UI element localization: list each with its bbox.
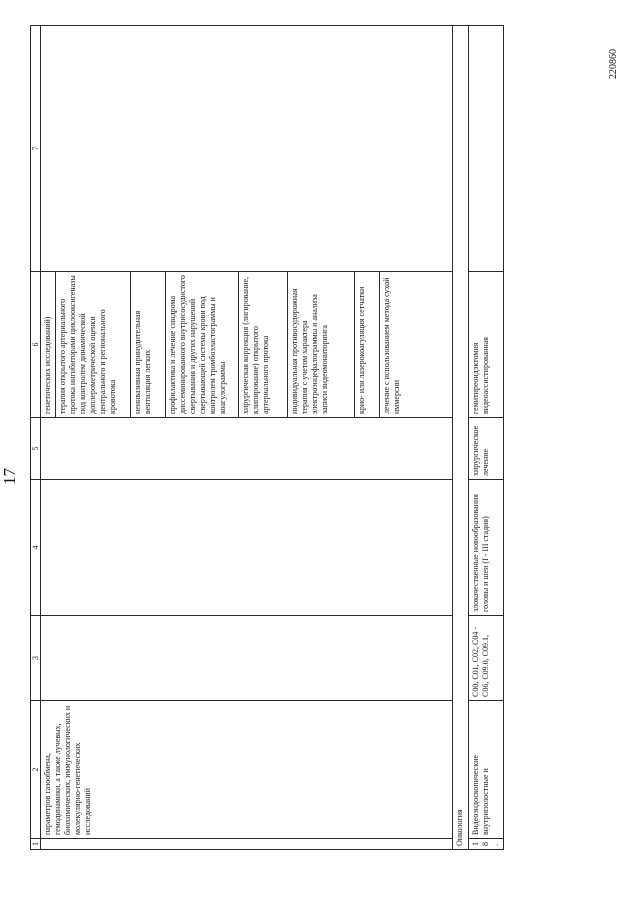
patient-model-cell: злокачественные новообразования головы и шеи (I - III стадия) [469,480,504,616]
table-row [469,26,504,850]
section-header-row [453,26,469,850]
column-number: 6 [31,272,41,418]
table-cell [41,480,453,616]
icd-codes-cell: C00, C01, C02, C04 - C06, C09.0, C09.1, [469,616,504,701]
table-cell [41,839,453,850]
treatment-method-cell: генетических исследований) [41,272,56,418]
section-title: Онкология [453,26,469,850]
treatment-method-cell: профилактика и лечение синдрома диссеминированного внутрисосудистого свертывания и других нарушений свертывающей системы крови под контролем тромбоэластограммы и коагулограммы [166,272,239,418]
table-cell [41,616,453,701]
treatment-method-cell: гемитиреоидэктомия видеоассистированная [469,272,504,418]
treatment-method-cell: терапия открытого артериального протока ингибиторами циклооксигеназы под контролем динамической доплерометрической оценки центрального и регионального кровотока [56,272,131,418]
column-number-row [31,26,41,850]
column-number: 1 [31,839,41,850]
treatment-method-cell: крио- или лазерокоагуляция сетчатки [355,272,380,418]
treatment-method-cell: неинвазивная принудительная вентиляция легких [131,272,166,418]
column-number: 4 [31,480,41,616]
page-number: 17 [0,468,19,485]
column-number: 7 [31,26,41,272]
row-number-cell: 18. [469,839,504,850]
table-cell [41,26,453,272]
table-cell [41,418,453,480]
column-number: 2 [31,701,41,839]
treatment-type-cell: хирургическое лечение [469,418,504,480]
continuation-col2-cell: параметров газообмена, гемодинамики, а также лучевых, биохимических, иммунологических и молекулярно-генетических исследований [41,701,453,839]
table-cell [469,26,504,272]
column-number: 3 [31,616,41,701]
treatment-method-cell: индивидуальная противосудорожная терапия с учетом характера электроэнцефалограммы и анализа записи видеомониторинга [288,272,355,418]
care-type-cell: Видеоэндоскопические внутриполостные и [469,701,504,839]
column-number: 5 [31,418,41,480]
treatment-method-cell: лечение с использованием метода сухой иммерсии [380,272,453,418]
medical-care-table [30,25,504,850]
table-row [41,26,56,850]
treatment-method-cell: хирургическая коррекция (лигирование, клипирование) открытого артериального протока [239,272,288,418]
document-code: 220860 [608,49,619,79]
